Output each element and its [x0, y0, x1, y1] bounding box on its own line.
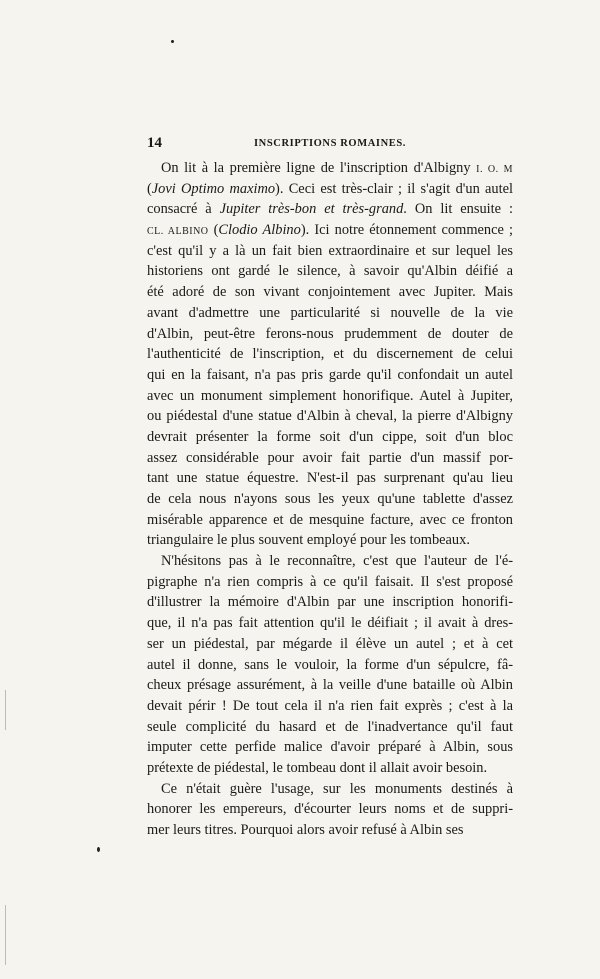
page-header — [147, 135, 513, 155]
text-line: (Jovi Optimo maximo). Ceci est très-clair ; il s'agit d'un autel — [147, 180, 513, 197]
text-line: CL. ALBINO (Clodio Albino). Ici notre étonnement commence ; — [147, 222, 513, 239]
italic-text: Clodio Albino — [218, 222, 301, 239]
margin-mark — [5, 690, 6, 730]
text-line: triangulaire le plus souvent employé pour les tombeaux. — [147, 532, 470, 549]
text-line: devrait présenter la forme soit d'un cippe, soit d'un bloc — [147, 428, 513, 445]
text-line: autel il donne, sans le vouloir, la forme d'un sépulcre, fâ- — [147, 656, 513, 673]
text-line: avec un monument simplement honorifique. Autel à Jupiter, — [147, 387, 513, 404]
text-line: misérable apparence et de mesquine facture, avec ce fronton — [147, 511, 513, 528]
paragraph — [147, 551, 513, 779]
text-line: tant une statue équestre. N'est-il pas surprenant qu'au lieu — [147, 470, 513, 487]
text-line: d'Albin, peut-être ferons-nous prudemment de douter de — [147, 325, 513, 342]
text-line: prétexte de piédestal, le tombeau dont il allait avoir besoin. — [147, 759, 488, 776]
text-line: d'illustrer la mémoire d'Albin par une inscription honorifi- — [147, 594, 513, 611]
text-line: Ce n'était guère l'usage, sur les monuments destinés à — [161, 780, 513, 797]
text-line: c'est qu'il y a là un fait bien extraordinaire et sur lequel les — [147, 242, 513, 259]
text-line: ou piédestal d'une statue d'Albin à cheval, la pierre d'Albigny — [147, 408, 513, 425]
text-line: imputer cette perfide malice d'avoir préparé à Albin, sous — [147, 739, 513, 756]
italic-text: Jovi Optimo maximo — [151, 180, 276, 197]
text-line: mer leurs titres. Pourquoi alors avoir refusé à Albin ses — [147, 822, 464, 838]
page-number: 14 — [147, 135, 162, 151]
body-text — [147, 158, 513, 841]
text-line: l'authenticité de l'inscription, et du discernement de celui — [147, 346, 513, 363]
italic-text: Jupiter très-bon et très-grand — [219, 201, 404, 218]
text-line: consacré à Jupiter très-bon et très-grand. On lit ensuite : — [147, 201, 513, 218]
text-line: ser un piédestal, par mégarde il élève un autel ; et à cet — [147, 635, 513, 652]
text-line: cheux présage assurément, à la veille d'une bataille où Albin — [147, 677, 513, 694]
paragraph — [147, 158, 513, 551]
text-line: de cela nous n'ayons sous les yeux qu'une tablette d'assez — [147, 491, 513, 507]
text-line: historiens ont gardé le silence, à savoir qu'Albin déifié a — [147, 263, 513, 280]
small-caps-text: CL. ALBINO — [147, 226, 209, 238]
ink-speck — [97, 847, 100, 852]
text-line: avant d'admettre une particularité si nouvelle de la vie — [147, 304, 513, 321]
ink-speck — [171, 40, 174, 43]
small-caps-text: I. O. M — [476, 164, 514, 175]
running-title: INSCRIPTIONS ROMAINES. — [253, 138, 407, 149]
text-line: seule complicité du hasard et de l'inadvertance qu'il faut — [147, 718, 513, 735]
text-line: On lit à la première ligne de l'inscription d'Albigny I. O. M — [161, 160, 514, 176]
text-line: assez considérable pour avoir fait partie d'un massif por- — [147, 449, 513, 466]
text-line: qui en la faisant, n'a pas pris garde qu'il confondait un autel — [147, 366, 513, 383]
text-line: devait périr ! De tout cela il n'a rien fait exprès ; c'est à la — [147, 697, 513, 714]
text-line: honorer les empereurs, d'écourter leurs noms et de suppri- — [147, 801, 513, 818]
text-line: été adoré de son vivant conjointement avec Jupiter. Mais — [147, 284, 513, 301]
text-line: que, il n'a pas fait attention qu'il le déifiait ; il avait à dres- — [147, 615, 513, 632]
paragraph — [147, 779, 513, 841]
text-line: N'hésitons pas à le reconnaître, c'est que l'auteur de l'é- — [161, 553, 513, 570]
text-line: pigraphe n'a rien compris à ce qu'il faisait. Il s'est proposé — [147, 573, 513, 590]
margin-mark — [5, 905, 6, 965]
